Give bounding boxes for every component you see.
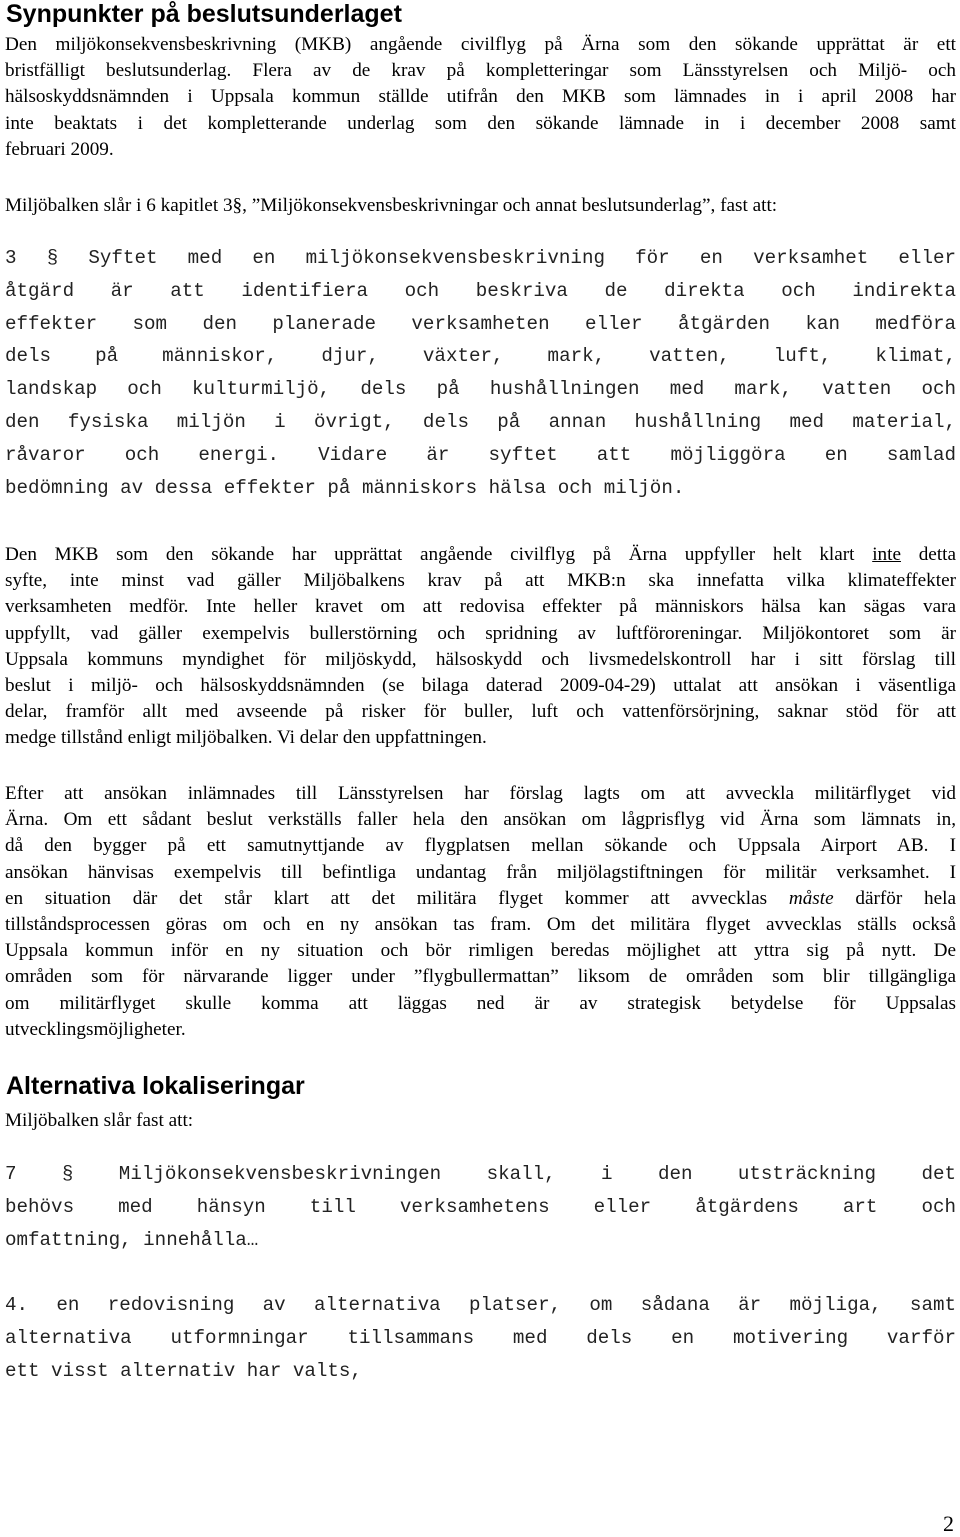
- text-line: verksamheten medför. Inte heller kravet om att redovisa effekter på människors hälsa kan sägas vara: [5, 596, 956, 618]
- text-line: beslut i miljö- och hälsoskyddsnämnden (se bilaga daterad 2009-04-29) uttalat att ansökan i väsentliga: [5, 675, 956, 697]
- text-line: syfte, inte minst vad gäller Miljöbalkens krav på att MKB:n ska innefatta vilka klimateffekter: [5, 570, 956, 592]
- quote-line: 7 § Miljökonsekvensbeskrivningen skall, i den utsträckning det: [5, 1163, 956, 1185]
- text-run: en situation där det står klart att det militära flyget kommer att avvecklas: [5, 887, 789, 909]
- law-quote-7-paragraph: [5, 1158, 956, 1256]
- text-line: Miljöbalken slår i 6 kapitlet 3§, ”Miljökonsekvensbeskrivningar och annat beslutsunderlag”, fast att:: [5, 195, 778, 216]
- text-line: [5, 542, 956, 568]
- paragraph-intro: [5, 32, 956, 163]
- quote-line: ett visst alternativ har valts,: [5, 1359, 362, 1382]
- quote-line: den fysiska miljön i övrigt, dels på annan hushållning med material,: [5, 410, 956, 433]
- quote-line: råvaror och energi. Vidare är syftet att möjliggöra en samlad: [5, 443, 956, 466]
- quote-line: omfattning, innehålla…: [5, 1228, 259, 1251]
- text-run: detta: [900, 544, 956, 565]
- text-line: medge tillstånd enligt miljöbalken. Vi delar den uppfattningen.: [5, 727, 487, 749]
- law-quote-item-4: [5, 1289, 956, 1387]
- text-line: delar, framför allt med avseende på risker för buller, luft och vattenförsörjning, saknar stöd för att: [5, 701, 956, 723]
- page-number: 2: [943, 1511, 954, 1536]
- text-line: bristfälligt beslutsunderlag. Flera av de krav på kompletteringar som Länsstyrelsen och Miljö- och: [5, 60, 956, 82]
- law-quote-3-paragraph: [5, 242, 956, 504]
- text-line: Efter att ansökan inlämnades till Länsstyrelsen har förslag lagts om att avveckla militärflyget vid: [5, 783, 956, 804]
- text-line: Uppsala kommuns myndighet för miljöskydd, hälsoskydd och livsmedelskontroll har i sitt förslag till: [5, 648, 956, 670]
- quote-line: 3 § Syftet med en miljökonsekvensbeskrivning för en verksamhet eller: [5, 247, 956, 269]
- text-line: [5, 886, 956, 912]
- quote-line: 4. en redovisning av alternativa platser, om sådana är möjliga, samt: [5, 1294, 956, 1316]
- quote-line: bedömning av dessa effekter på människors hälsa och miljön.: [5, 476, 685, 499]
- text-line: Den miljökonsekvensbeskrivning (MKB) angående civilflyg på Ärna som den sökande upprättat är ett: [5, 34, 956, 55]
- emphasis-italic: måste: [788, 887, 834, 909]
- paragraph-mkb-assessment: [5, 542, 956, 752]
- quote-line: alternativa utformningar tillsammans med dels en motivering varför: [5, 1326, 956, 1349]
- section-heading-synpunkter: Synpunkter på beslutsunderlaget: [6, 0, 402, 28]
- text-line: ansökan hänvisas exempelvis till befintliga undantag från miljölagstiftningen för militär verksamhet. I: [5, 861, 956, 883]
- emphasis-underline: inte: [872, 544, 901, 565]
- quote-line: effekter som den planerade verksamheten eller åtgärden kan medföra: [5, 312, 956, 335]
- text-line: tillståndsprocessen göras om och en ny ansökan tas fram. Om det militära flyget avvecklas ställs också: [5, 914, 956, 936]
- quote-line: landskap och kulturmiljö, dels på hushållningen med mark, vatten och: [5, 378, 956, 401]
- text-line: Uppsala kommun inför en ny situation och bör rimligen beredas möjlighet att yttra sig på nytt. De: [5, 940, 956, 962]
- text-line: inte beaktats i det kompletterande underlag som den sökande lämnade in i december 2008 samt: [5, 112, 956, 134]
- text-line: Ärna. Om ett sådant beslut verkställs faller hela den ansökan om lågprisflyg vid Ärna som lämnats in,: [5, 809, 956, 831]
- text-line: områden som för närvarande ligger under ”flygbullermattan” liksom de områden som blir tillgängliga: [5, 966, 956, 988]
- text-line: då den bygger på ett samutnyttjande av flygplatsen mellan sökande och Uppsala Airport AB. I: [5, 835, 956, 857]
- text-run: därför hela: [833, 887, 956, 909]
- law-intro-6-kap: [5, 193, 956, 219]
- text-line: februari 2009.: [5, 138, 114, 160]
- text-line: utvecklingsmöjligheter.: [5, 1018, 186, 1040]
- text-line: om militärflyget skulle komma att läggas ned är av strategisk betydelse för Uppsalas: [5, 992, 956, 1014]
- quote-line: dels på människor, djur, växter, mark, vatten, luft, klimat,: [5, 345, 956, 368]
- text-line: Miljöbalken slår fast att:: [5, 1110, 194, 1131]
- text-line: hälsoskyddsnämnden i Uppsala kommun ställde utifrån den MKB som lämnades in i april 2008 har: [5, 86, 956, 108]
- quote-line: åtgärd är att identifiera och beskriva de direkta och indirekta: [5, 279, 956, 302]
- paragraph-militarflyg: [5, 781, 956, 1043]
- section-heading-alternativa-lokaliseringar: Alternativa lokaliseringar: [6, 1072, 305, 1100]
- quote-line: behövs med hänsyn till verksamhetens eller åtgärdens art och: [5, 1195, 956, 1218]
- text-line: uppfyllt, vad gäller exempelvis bullerstörning och spridning av luftföroreningar. Miljökontoret som är: [5, 622, 956, 644]
- law-intro-fast-att: [5, 1108, 956, 1134]
- text-run: Den MKB som den sökande har upprättat angående civilflyg på Ärna uppfyller helt klart: [5, 544, 873, 565]
